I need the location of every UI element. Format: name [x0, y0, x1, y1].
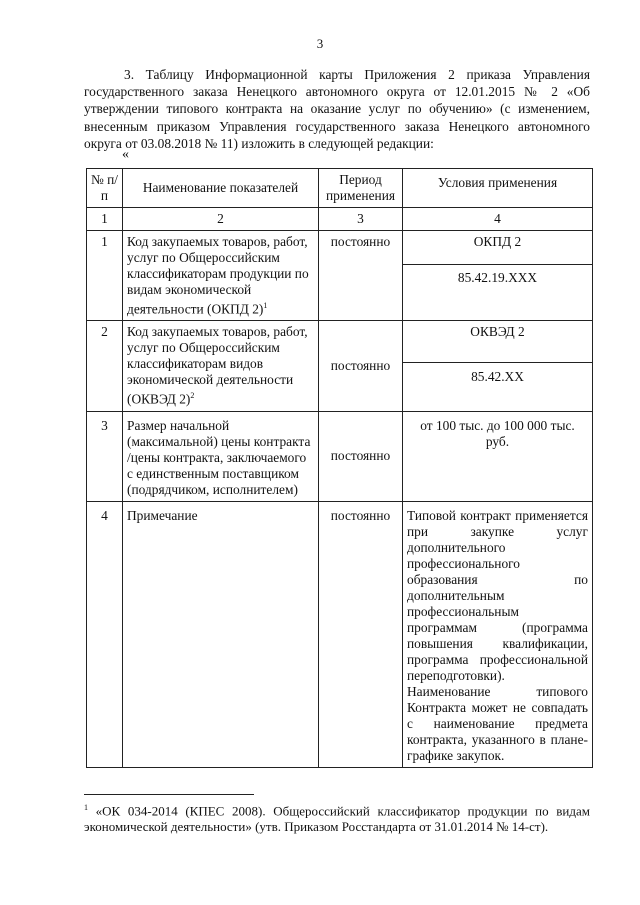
- col-number-2: 2: [123, 208, 319, 231]
- row-name-text: Код закупаемых товаров, работ, услуг по Общероссийским классификаторам видов экономической деятельности (ОКВЭД 2): [127, 324, 308, 407]
- header-period: Период применения: [319, 169, 403, 208]
- row-num: 4: [87, 501, 123, 767]
- footnote-text: «ОК 034-2014 (КПЕС 2008). Общероссийский классификатор продукции по видам экономической деятельности» (утв. Приказом Росстандарта от 31.01.2014 № 14-ст).: [84, 803, 590, 835]
- footnote-ref: 2: [190, 391, 195, 401]
- information-card-table: [86, 168, 593, 768]
- row-period: постоянно: [319, 321, 403, 411]
- row-period: постоянно: [319, 231, 403, 321]
- col-number-4: 4: [403, 208, 593, 231]
- table-row: [87, 501, 593, 767]
- row-num: 3: [87, 411, 123, 501]
- table-header-row: [87, 169, 593, 208]
- footnote: [84, 800, 590, 835]
- footnote-divider: [84, 794, 254, 795]
- row-period: постоянно: [319, 411, 403, 501]
- row-condition-code: 85.42.19.ХХХ: [403, 264, 593, 321]
- opening-quote: «: [122, 147, 129, 162]
- row-name: Размер начальной (максимальной) цены контракта /цены контракта, заключаемого с единственным поставщиком (подрядчиком, исполнителем): [123, 411, 319, 501]
- col-number-1: 1: [87, 208, 123, 231]
- header-name: Наименование показателей: [123, 169, 319, 208]
- header-conditions: Условия применения: [403, 169, 593, 208]
- footnote-mark: 1: [84, 803, 88, 812]
- row-condition-classifier: ОКВЭД 2: [403, 321, 593, 362]
- column-number-row: [87, 208, 593, 231]
- intro-paragraph: 3. Таблицу Информационной карты Приложения 2 приказа Управления государственного заказа Ненецкого автономного округа от 12.01.2015 № 2 «Об утверждении типового контракта на оказание услуг по обучению» (с изменением, внесенным приказом Управления государственного заказа Ненецкого автономного округа от 03.08.2018 № 11) изложить в следующей редакции:: [84, 67, 590, 151]
- row-condition: от 100 тыс. до 100 000 тыс. руб.: [403, 411, 593, 501]
- table-row: [87, 411, 593, 501]
- row-condition-classifier: ОКПД 2: [403, 231, 593, 265]
- row-name: [123, 231, 319, 321]
- row-num: 2: [87, 321, 123, 411]
- table-row: [87, 231, 593, 265]
- row-period: постоянно: [319, 501, 403, 767]
- row-name-text: Код закупаемых товаров, работ, услуг по Общероссийским классификаторам продукции по видам экономической деятельности (ОКПД 2): [127, 234, 309, 317]
- page-number: 3: [316, 36, 324, 51]
- footnote-ref: 1: [263, 301, 268, 310]
- table-row: [87, 321, 593, 362]
- header-num: № п/п: [87, 169, 123, 208]
- row-condition: Типовой контракт применяется при закупке услуг дополнительного профессионального образования по дополнительным профессиональным программам (программа повышения квалификации, программа профессиональной переподготовки). Наименование типового Контракта может не совпадать с наименование предмета контракта, указанного в плане-графике закупок.: [403, 501, 593, 767]
- row-condition-code: 85.42.ХХ: [403, 362, 593, 411]
- row-name: [123, 321, 319, 411]
- row-name: Примечание: [123, 501, 319, 767]
- row-num: 1: [87, 231, 123, 321]
- col-number-3: 3: [319, 208, 403, 231]
